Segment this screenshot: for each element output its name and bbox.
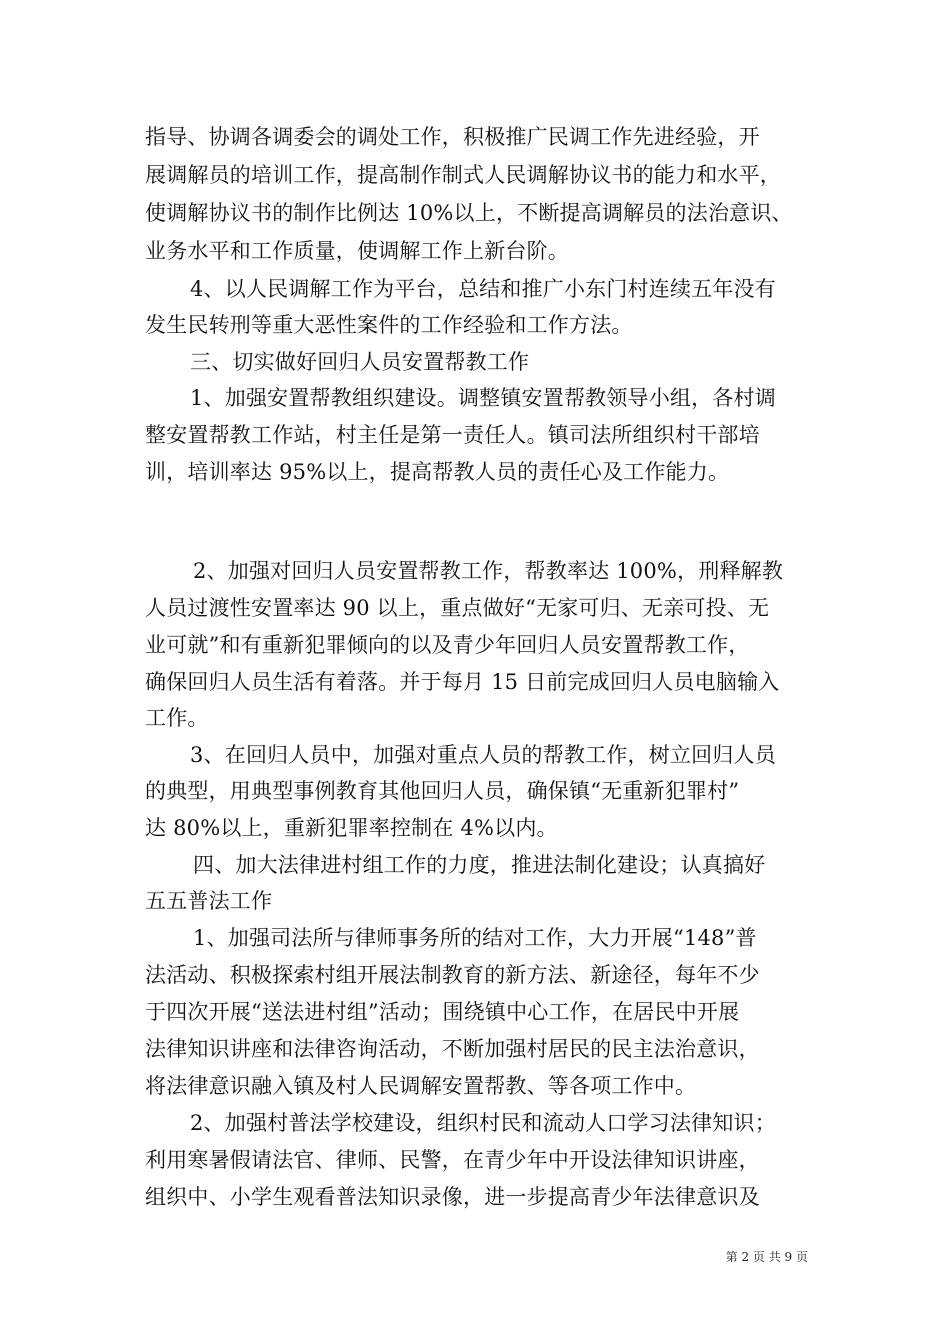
text-line: 1、加强安置帮教组织建设。调整镇安置帮教领导小组，各村调 xyxy=(190,386,776,410)
text-line: 业可就”和有重新犯罪倾向的以及青少年回归人员安置帮教工作， xyxy=(145,633,750,657)
section-heading: 三、切实做好回归人员安置帮教工作 xyxy=(190,350,530,374)
text-line: 指导、协调各调委会的调处工作，积极推广民调工作先进经验，开 xyxy=(145,125,760,149)
text-line: 训，培训率达 95%以上，提高帮教人员的责任心及工作能力。 xyxy=(145,460,730,484)
text-line: 4、以人民调解工作为平台，总结和推广小东门村连续五年没有 xyxy=(190,277,776,301)
text-line: 整安置帮教工作站，村主任是第一责任人。镇司法所组织村干部培 xyxy=(145,423,760,447)
text-line: 确保回归人员生活有着落。并于每月 15 日前完成回归人员电脑输入 xyxy=(145,670,780,694)
text-line: 2、加强村普法学校建设，组织村民和流动人口学习法律知识； xyxy=(190,1111,776,1135)
text-line: 人员过渡性安置率达 90 以上，重点做好“无家可归、无亲可投、无 xyxy=(145,596,770,620)
section-heading: 五五普法工作 xyxy=(145,889,273,913)
text-line: 于四次开展“送法进村组”活动；围绕镇中心工作，在居民中开展 xyxy=(145,1000,740,1024)
text-line: 发生民转刑等重大恶性案件的工作经验和工作方法。 xyxy=(145,313,633,337)
text-line: 利用寒暑假请法官、律师、民警，在青少年中开设法律知识讲座， xyxy=(145,1148,760,1172)
section-heading: 四、加大法律进村组工作的力度，推进法制化建设；认真搞好 xyxy=(193,853,766,877)
text-line: 3、在回归人员中，加强对重点人员的帮教工作，树立回归人员 xyxy=(190,743,776,767)
text-line: 工作。 xyxy=(145,706,209,730)
text-line: 使调解协议书的制作比例达 10%以上，不断提高调解员的法治意识、 xyxy=(145,201,793,225)
text-line: 达 80%以上，重新犯罪率控制在 4%以内。 xyxy=(145,816,558,840)
page-number-footer: 第 2 页 共 9 页 xyxy=(725,1250,808,1264)
text-line: 将法律意识融入镇及村人民调解安置帮教、等各项工作中。 xyxy=(145,1074,697,1098)
text-line: 业务水平和工作质量，使调解工作上新台阶。 xyxy=(145,239,569,263)
text-line: 的典型，用典型事例教育其他回归人员，确保镇“无重新犯罪村” xyxy=(145,779,740,803)
text-line: 法活动、积极探索村组开展法制教育的新方法、新途径，每年不少 xyxy=(145,963,760,987)
text-line: 组织中、小学生观看普法知识录像，进一步提高青少年法律意识及 xyxy=(145,1185,760,1209)
text-line: 2、加强对回归人员安置帮教工作，帮教率达 100%，刑释解教 xyxy=(193,559,784,583)
text-line: 展调解员的培训工作，提高制作制式人民调解协议书的能力和水平， xyxy=(145,163,781,187)
text-line: 1、加强司法所与律师事务所的结对工作，大力开展“148”普 xyxy=(193,926,757,950)
text-line: 法律知识讲座和法律咨询活动，不断加强村居民的民主法治意识， xyxy=(145,1037,760,1061)
